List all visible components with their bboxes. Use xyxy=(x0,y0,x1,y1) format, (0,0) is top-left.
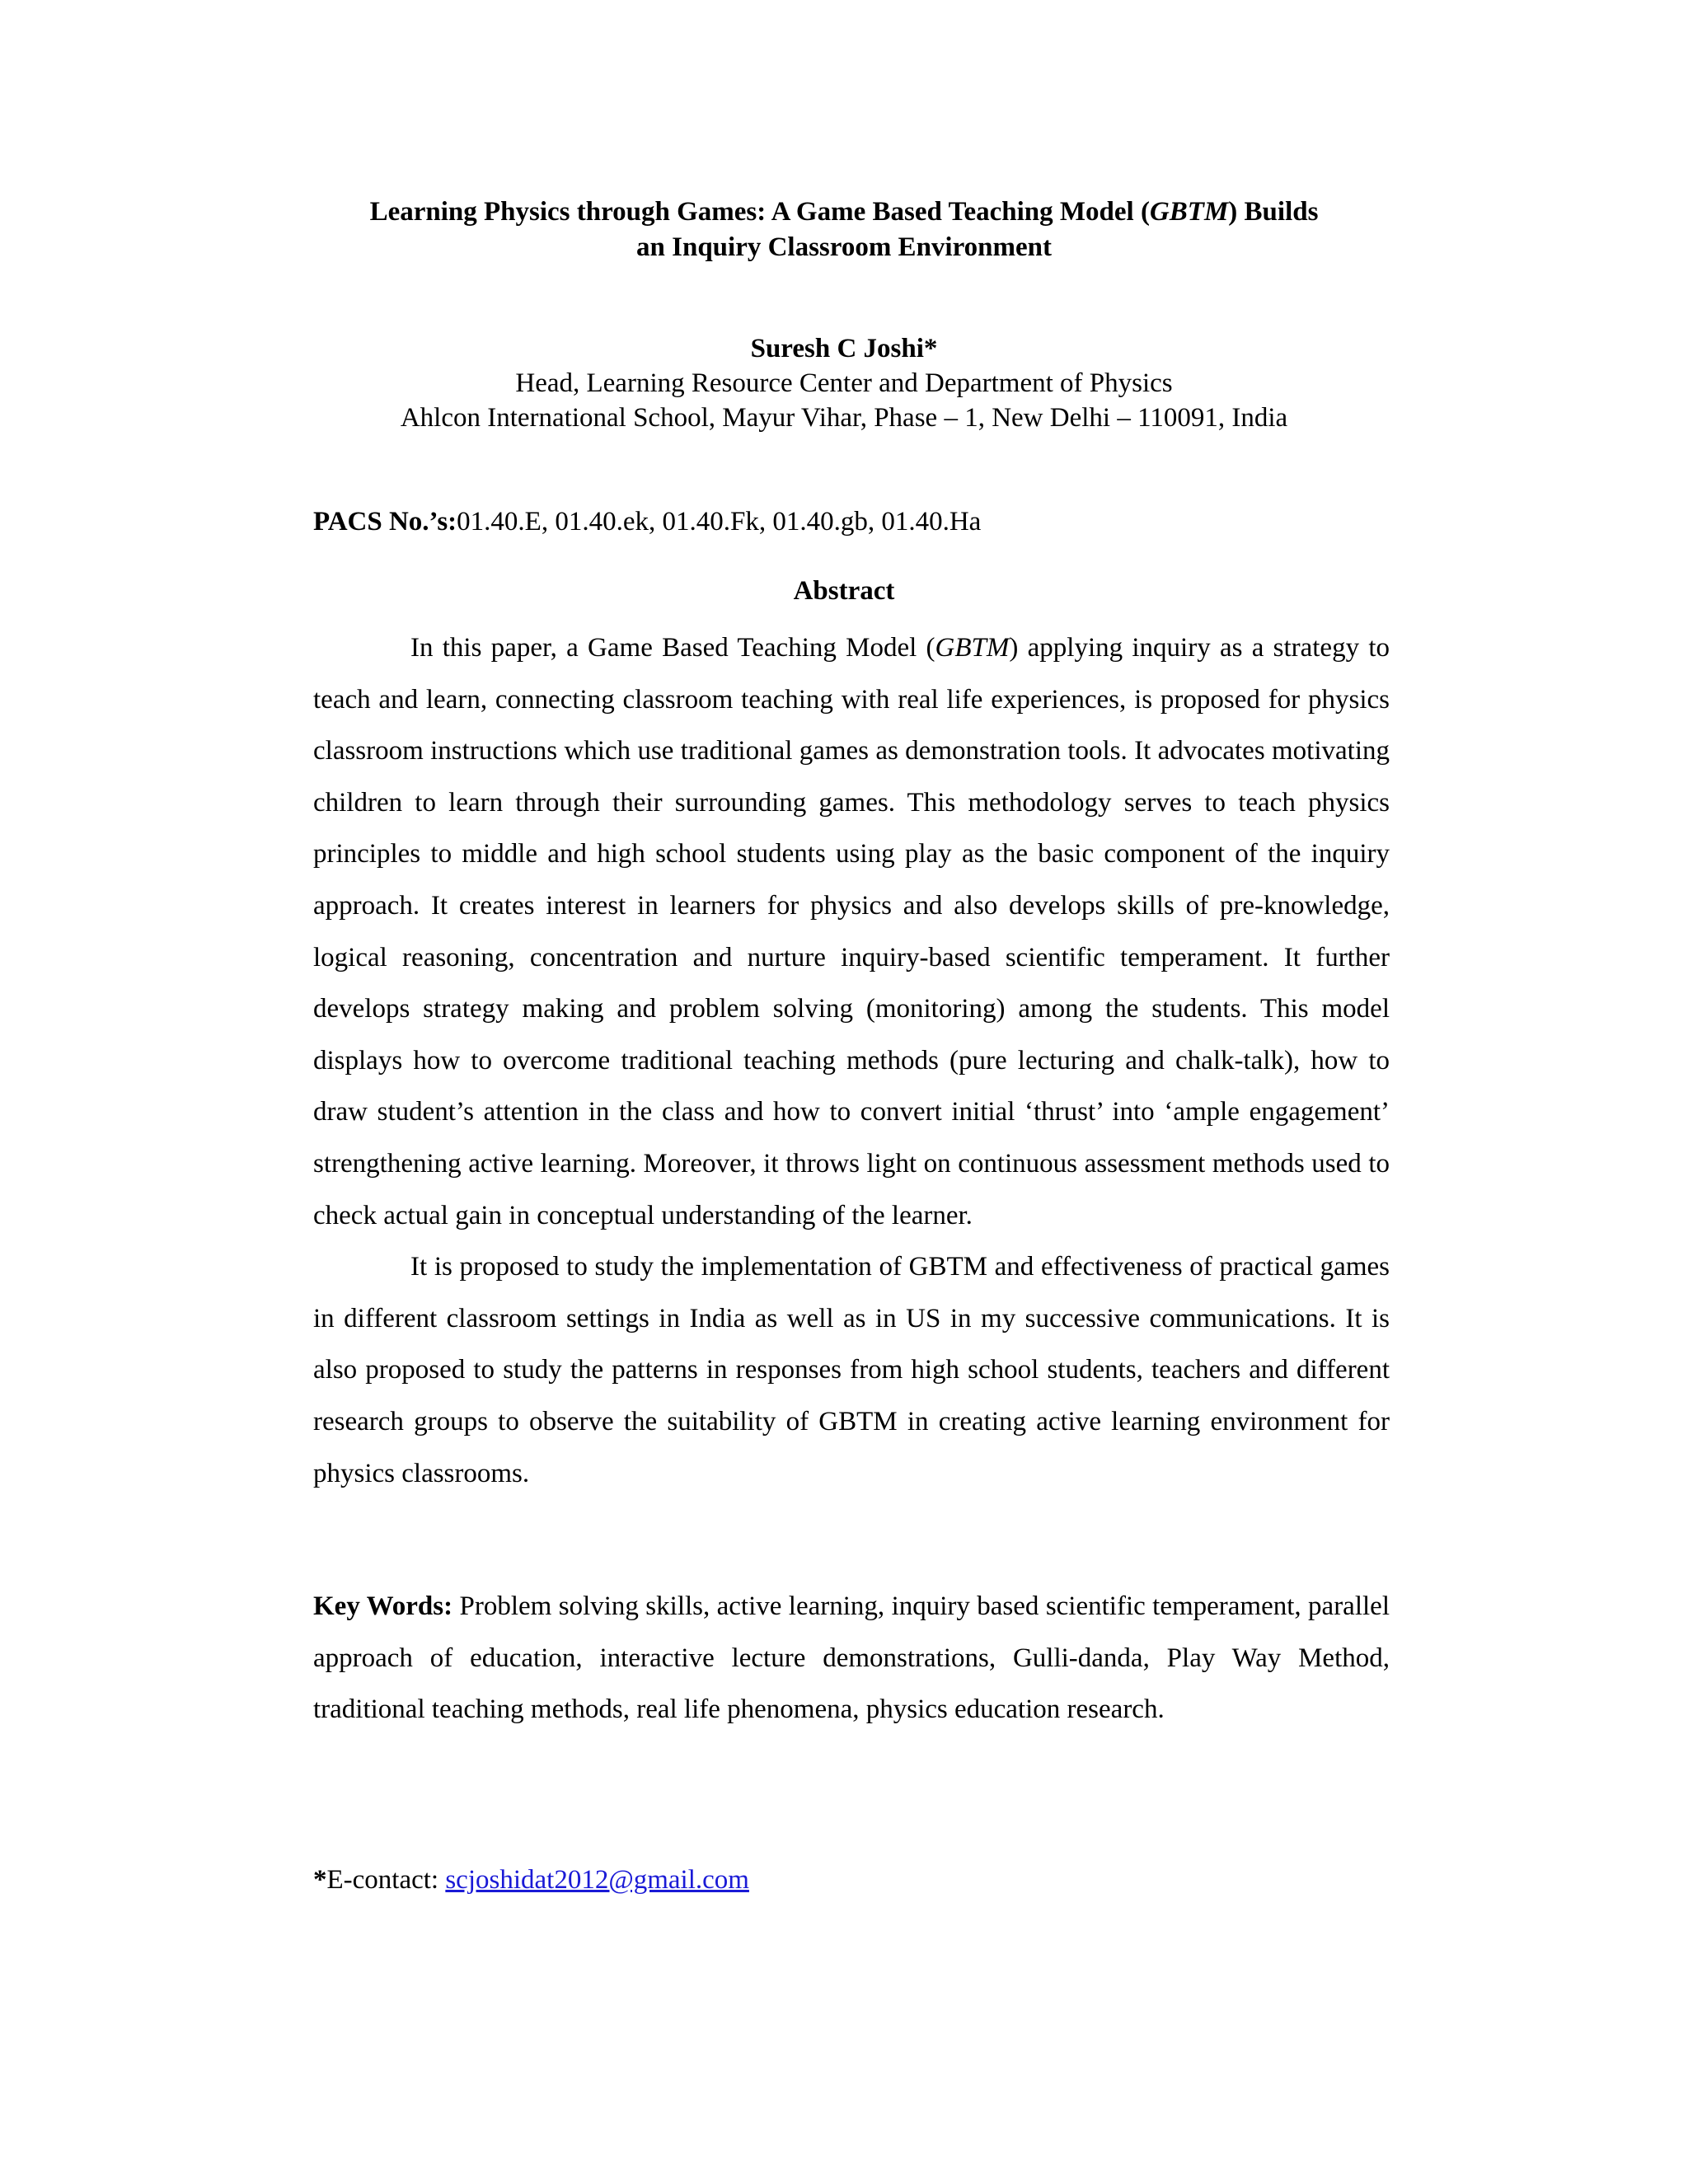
author-affiliation-2: Ahlcon International School, Mayur Vihar, Phase – 1, New Delhi – 110091, India xyxy=(400,403,1288,433)
abstract-heading: Abstract xyxy=(793,576,895,606)
abstract-paragraph-2: It is proposed to study the implementation of GBTM and effectiveness of practical games in different classroom settings in India as well as in US in my successive communications. It is also proposed to study the patterns in responses from high school students, teachers and different research groups to observe the suitability of GBTM in creating active learning environment for physics classrooms. xyxy=(313,1252,1390,1488)
abstract-paragraph-1: In this paper, a Game Based Teaching Model (GBTM) applying inquiry as a strategy to teach and learn, connecting classroom teaching with real life experiences, is proposed for physics classroom instructions which use traditional games as demonstration tools. It advocates motivating children to learn through their surrounding games. This methodology serves to teach physics principles to middle and high school students using play as the basic component of the inquiry approach. It creates interest in learners for physics and also develops skills of pre-knowledge, logical reasoning, concentration and nurture inquiry-based scientific temperament. It further develops strategy making and problem solving (monitoring) among the students. This model displays how to overcome traditional teaching methods (pure lecturing and chalk-talk), how to draw student’s attention in the class and how to convert initial ‘thrust’ into ‘ample engagement’ strengthening active learning. Moreover, it throws light on continuous assessment methods used to check actual gain in conceptual understanding of the learner. xyxy=(313,633,1390,1230)
paper-title xyxy=(247,194,1441,265)
pacs-value: 01.40.E, 01.40.ek, 01.40.Fk, 01.40.gb, 01.40.Ha xyxy=(457,507,982,537)
author-affiliation-1: Head, Learning Resource Center and Department of Physics xyxy=(515,368,1173,398)
keywords-section xyxy=(313,1581,1390,1736)
contact-label: E-contact: xyxy=(326,1865,446,1895)
title-line-2: an Inquiry Classroom Environment xyxy=(636,232,1052,262)
contact-line xyxy=(313,1863,1390,1897)
author-block xyxy=(247,331,1441,435)
pacs-label: PACS No.’s: xyxy=(313,507,457,537)
keywords-text: Problem solving skills, active learning, inquiry based scientific temperament, parallel approach of education, interactive lecture demonstrations, Gulli-danda, Play Way Method, traditional teaching methods, real life phenomena, physics education research. xyxy=(313,1591,1390,1725)
email-link[interactable]: scjoshidat2012@gmail.com xyxy=(445,1865,749,1895)
contact-asterisk: * xyxy=(313,1865,327,1895)
title-acronym: GBTM xyxy=(1149,197,1229,227)
author-name: Suresh C Joshi* xyxy=(750,334,938,363)
keywords-label: Key Words: xyxy=(313,1591,453,1621)
title-line-1: Learning Physics through Games: A Game Based Teaching Model (GBTM) Builds xyxy=(369,197,1319,227)
abstract-body xyxy=(313,622,1390,1499)
pacs-numbers xyxy=(313,504,1390,539)
abstract-acronym: GBTM xyxy=(935,633,1010,663)
